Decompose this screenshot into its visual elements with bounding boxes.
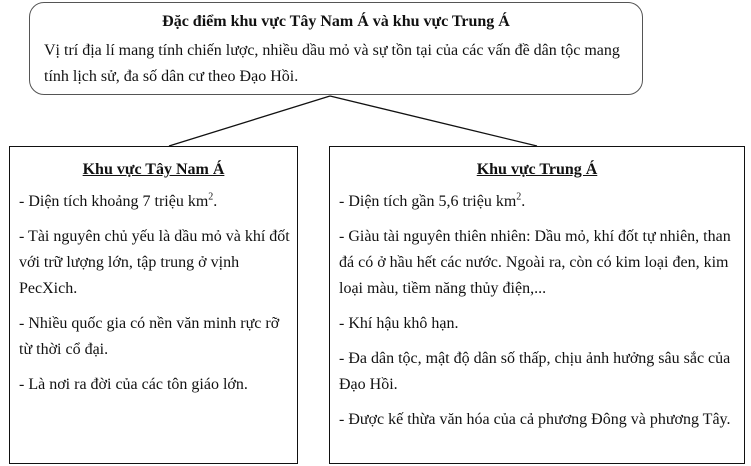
region-title-central-asia: Khu vực Trung Á	[476, 161, 598, 178]
region-bullets-southwest-asia	[19, 189, 291, 407]
bullet-area	[19, 189, 291, 215]
bullet-resources: - Giàu tài nguyên thiên nhiên: Dầu mỏ, khí đốt tự nhiên, than đá có ở hầu hết các nước. Ngoài ra, còn có kim loại đen, kim loại màu, tiềm năng thủy điện,...	[339, 228, 731, 297]
region-box-central-asia	[329, 146, 745, 464]
summary-description: Vị trí địa lí mang tính chiến lược, nhiều dầu mỏ và sự tồn tại của các vấn đề dân tộc mang tính lịch sử, đa số dân cư theo Đạo Hồi.	[44, 42, 620, 85]
bullet-suffix: .	[213, 193, 218, 210]
bullet-resources: - Tài nguyên chủ yếu là dầu mỏ và khí đốt với trữ lượng lớn, tập trung ở vịnh PecXich.	[19, 228, 290, 297]
connector-left	[169, 96, 330, 146]
bullet-suffix: .	[521, 193, 526, 210]
region-bullets-central-asia	[339, 189, 738, 442]
superscript: 2	[516, 191, 522, 203]
bullet-ethnicity: - Đa dân tộc, mật độ dân số thấp, chịu ảnh hưởng sâu sắc của Đạo Hồi.	[339, 350, 731, 393]
region-box-southwest-asia	[9, 146, 298, 464]
bullet-text: - Diện tích gần 5,6 triệu km	[339, 193, 517, 210]
bullet-religions: - Là nơi ra đời của các tôn giáo lớn.	[19, 376, 248, 393]
bullet-climate: - Khí hậu khô hạn.	[339, 315, 459, 332]
summary-box	[29, 2, 643, 95]
superscript: 2	[208, 191, 214, 203]
bullet-culture: - Được kế thừa văn hóa của cả phương Đông và phương Tây.	[339, 411, 731, 428]
bullet-civilization: - Nhiều quốc gia có nền văn minh rực rỡ từ thời cổ đại.	[19, 315, 280, 358]
region-title-southwest-asia: Khu vực Tây Nam Á	[82, 161, 225, 178]
connector-right	[330, 96, 537, 146]
bullet-area	[339, 189, 738, 215]
summary-title: Đặc điểm khu vực Tây Nam Á và khu vực Trung Á	[162, 13, 510, 30]
bullet-text: - Diện tích khoảng 7 triệu km	[19, 193, 209, 210]
